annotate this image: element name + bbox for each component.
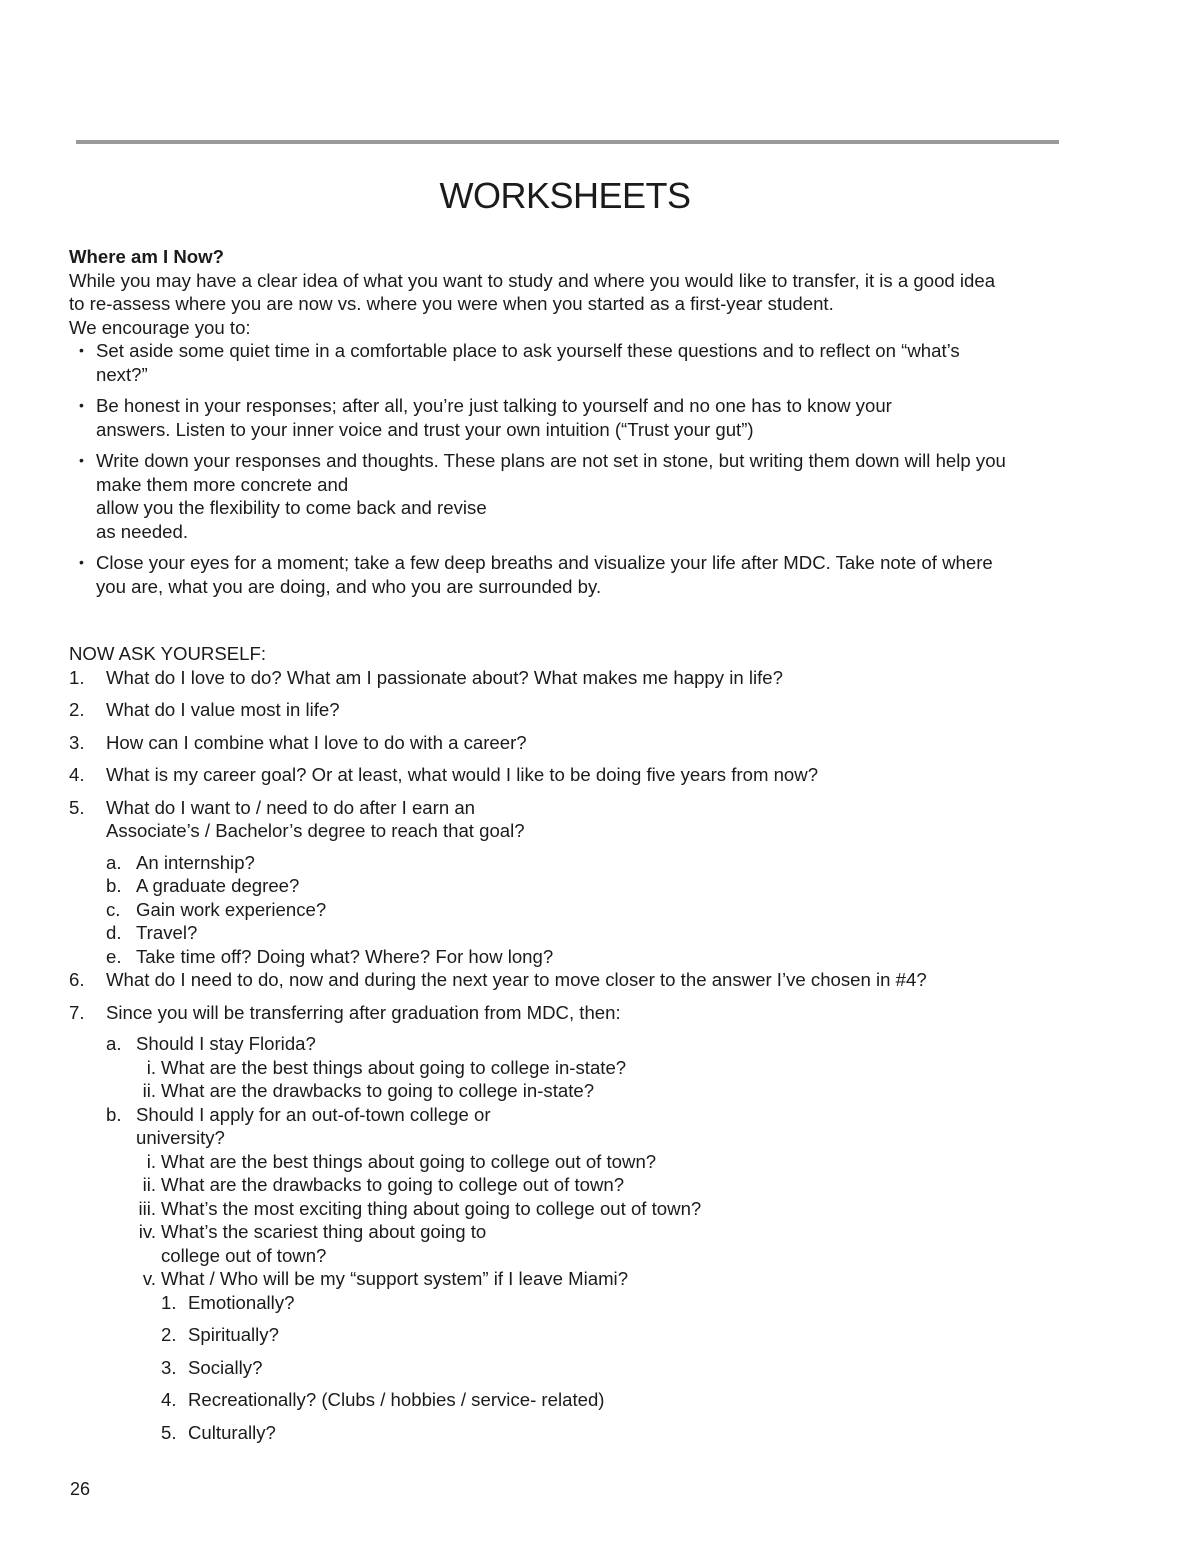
question-item xyxy=(69,1001,1069,1445)
sub-text: Travel? xyxy=(136,922,198,943)
roman-number: iii. xyxy=(138,1197,156,1219)
sub-text: An internship? xyxy=(136,851,255,873)
list-item xyxy=(69,551,1069,598)
bullet-line: Be honest in your responses; after all, you’re just talking to yourself and no one has to know your xyxy=(96,395,892,416)
list-item xyxy=(69,449,1069,543)
bullet-line: as needed. xyxy=(96,520,189,542)
question-item xyxy=(69,666,1069,690)
sub-letter: e. xyxy=(106,945,122,967)
bullet-line: allow you the flexibility to come back and revise xyxy=(96,497,487,518)
roman-text: What / Who will be my “support system” if I leave Miami? xyxy=(161,1268,629,1289)
encouragement-list xyxy=(69,339,1069,598)
roman-text: What are the drawbacks to going to college in-state? xyxy=(161,1080,595,1101)
header-rule xyxy=(76,140,1059,144)
roman-text: What are the best things about going to college in-state? xyxy=(161,1056,627,1078)
roman-text: What are the best things about going to college out of town? xyxy=(161,1150,657,1172)
roman-item xyxy=(136,1150,1069,1174)
ask-heading: NOW ASK YOURSELF: xyxy=(69,643,267,664)
sub-letter: d. xyxy=(106,922,122,943)
question-line: Associate’s / Bachelor’s degree to reach that goal? xyxy=(106,820,525,841)
sub-letter: c. xyxy=(106,898,121,920)
roman-text: What are the drawbacks to going to college out of town? xyxy=(161,1174,625,1195)
sub-letter: a. xyxy=(106,851,122,873)
question-text: What do I love to do? What am I passionate about? What makes me happy in life? xyxy=(106,666,783,688)
intro-paragraph xyxy=(69,269,1069,340)
bullet-icon: • xyxy=(79,397,84,413)
bullet-line: next?” xyxy=(96,363,148,385)
support-text: Socially? xyxy=(188,1356,263,1378)
sub-line: university? xyxy=(136,1127,225,1148)
bullet-icon: • xyxy=(79,554,84,570)
question-number: 5. xyxy=(69,796,85,818)
roman-item xyxy=(136,1173,1069,1197)
roman-item xyxy=(136,1079,1069,1103)
support-number: 4. xyxy=(161,1389,177,1410)
sub-item xyxy=(106,945,1069,969)
question-item xyxy=(69,731,1069,755)
question-item xyxy=(69,698,1069,722)
sub-item xyxy=(106,1103,1069,1445)
roman-number: ii. xyxy=(142,1080,156,1101)
bullet-line: make them more concrete and xyxy=(96,473,349,495)
list-item xyxy=(69,394,1069,441)
sub-text: Should I stay Florida? xyxy=(136,1033,316,1054)
question-text: What do I value most in life? xyxy=(106,699,340,720)
sub-item xyxy=(106,851,1069,875)
paragraph-line: While you may have a clear idea of what you want to study and where you would like to transfer, it is a good idea xyxy=(69,269,996,291)
question-number: 2. xyxy=(69,699,85,720)
section-heading: Where am I Now? xyxy=(69,246,224,267)
roman-line: What’s the scariest thing about going to xyxy=(161,1221,487,1242)
question-number: 7. xyxy=(69,1001,85,1023)
support-number: 2. xyxy=(161,1324,177,1345)
bullet-line: you are, what you are doing, and who you are surrounded by. xyxy=(96,575,602,597)
support-list xyxy=(161,1291,1069,1445)
question-item xyxy=(69,763,1069,787)
roman-item xyxy=(136,1197,1069,1221)
question-text: What do I need to do, now and during the next year to move closer to the answer I’ve chosen in #4? xyxy=(106,969,927,990)
question-number: 6. xyxy=(69,969,85,990)
paragraph-line: We encourage you to: xyxy=(69,316,251,338)
question-number: 3. xyxy=(69,731,85,753)
sub-item xyxy=(106,874,1069,898)
support-item xyxy=(161,1388,1069,1412)
bullet-line: Write down your responses and thoughts. These plans are not set in stone, but writing them down will help you xyxy=(96,450,1006,471)
sub-list xyxy=(106,1024,1069,1444)
support-item xyxy=(161,1323,1069,1347)
support-text: Emotionally? xyxy=(188,1291,295,1313)
sub-item xyxy=(106,921,1069,945)
bullet-line: Set aside some quiet time in a comfortable place to ask yourself these questions and to reflect on “what’s xyxy=(96,340,960,361)
page-number: 26 xyxy=(70,1479,91,1499)
question-line: What do I want to / need to do after I earn an xyxy=(106,796,476,818)
support-item xyxy=(161,1356,1069,1380)
bullet-icon: • xyxy=(79,342,84,358)
support-text: Culturally? xyxy=(188,1421,276,1443)
sub-item xyxy=(106,898,1069,922)
paragraph-line: to re-assess where you are now vs. where you were when you started as a first-year student. xyxy=(69,293,834,314)
sub-list xyxy=(106,843,1069,969)
sub-letter: a. xyxy=(106,1033,122,1054)
support-text: Recreationally? (Clubs / hobbies / service- related) xyxy=(188,1389,605,1410)
roman-item xyxy=(136,1056,1069,1080)
support-item xyxy=(161,1421,1069,1445)
roman-line: college out of town? xyxy=(161,1244,327,1266)
roman-number: ii. xyxy=(142,1174,156,1195)
question-item xyxy=(69,796,1069,969)
bullet-line: answers. Listen to your inner voice and trust your own intuition (“Trust your gut”) xyxy=(96,418,754,440)
roman-item xyxy=(136,1220,1069,1267)
support-number: 1. xyxy=(161,1291,177,1313)
roman-text: What’s the most exciting thing about going to college out of town? xyxy=(161,1197,702,1219)
question-text: What is my career goal? Or at least, what would I like to be doing five years from now? xyxy=(106,764,819,785)
sub-text: Gain work experience? xyxy=(136,898,327,920)
support-number: 5. xyxy=(161,1421,177,1443)
ask-yourself-section xyxy=(69,642,1069,1453)
question-number: 1. xyxy=(69,666,85,688)
sub-letter: b. xyxy=(106,875,122,896)
sub-item xyxy=(106,1032,1069,1103)
sub-letter: b. xyxy=(106,1103,122,1125)
sub-line: Should I apply for an out-of-town college or xyxy=(136,1103,491,1125)
roman-item xyxy=(136,1267,1069,1444)
sub-text: Take time off? Doing what? Where? For how long? xyxy=(136,945,554,967)
support-text: Spiritually? xyxy=(188,1324,279,1345)
bullet-icon: • xyxy=(79,452,84,468)
roman-number: i. xyxy=(146,1056,156,1078)
question-text: How can I combine what I love to do with a career? xyxy=(106,731,527,753)
support-item xyxy=(161,1291,1069,1315)
roman-number: iv. xyxy=(138,1221,156,1242)
roman-number: v. xyxy=(142,1268,156,1289)
support-number: 3. xyxy=(161,1356,177,1378)
question-item xyxy=(69,968,1069,992)
question-number: 4. xyxy=(69,764,85,785)
list-item xyxy=(69,339,1069,386)
intro-section xyxy=(69,245,1069,606)
roman-number: i. xyxy=(146,1150,156,1172)
sub-text: A graduate degree? xyxy=(136,875,300,896)
page-title: WORKSHEETS xyxy=(439,175,691,216)
question-text: Since you will be transferring after graduation from MDC, then: xyxy=(106,1001,621,1023)
bullet-line: Close your eyes for a moment; take a few deep breaths and visualize your life after MDC. Take note of where xyxy=(96,552,993,573)
